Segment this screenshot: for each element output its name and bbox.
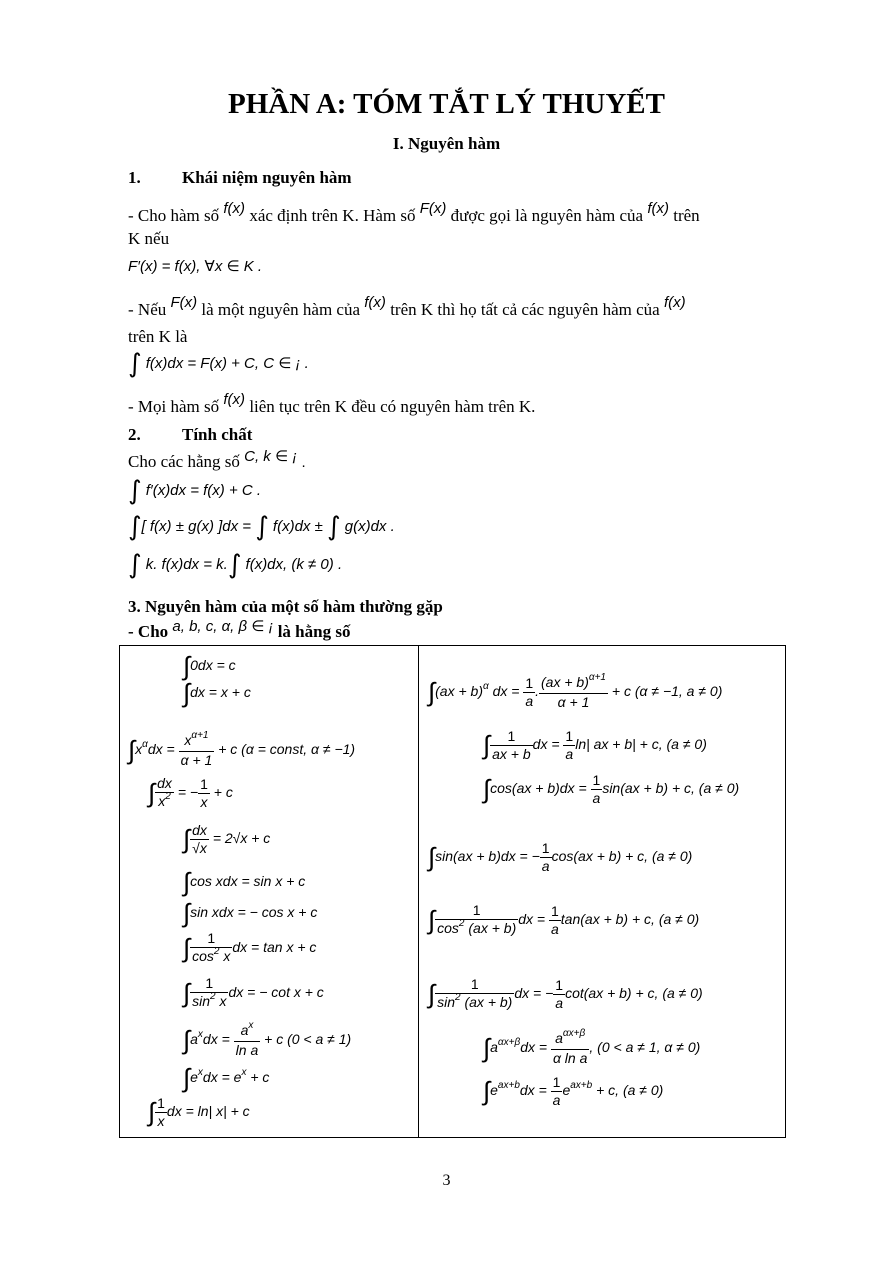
- s1-line2: K nếu: [128, 229, 170, 248]
- s3-line1: - Cho a, b, c, α, β ∈ ¡ là hằng số: [128, 618, 351, 641]
- s2-heading: Tính chất: [182, 425, 253, 444]
- formula-inv-x: ∫ $\frac{1}{x}$ dx = ln| x| + c: [148, 1095, 250, 1129]
- s3-l1b: là hằng số: [277, 622, 351, 641]
- s1-number: 1.: [128, 168, 141, 187]
- s1-l7a: - Mọi hàm số: [128, 397, 220, 416]
- s1-l1c: được gọi là nguyên hàm của: [450, 206, 644, 225]
- section-heading: I. Nguyên hàm: [392, 134, 501, 153]
- formula-exp-e: $\int e^xdx = e^x + c$: [183, 1064, 270, 1094]
- s1-line4: - Nếu F(x) là một nguyên hàm của f(x) trên K thì họ tất cả các nguyên hàm của f(x): [128, 294, 686, 319]
- formula-sec2: ∫ $\frac{1}{\cos^2 x}$ dx = tan x + c: [183, 930, 317, 964]
- formula-linear-cos: ∫cos(ax + b)dx = $\frac{1}{a}$ sin(ax + b) + c, (a ≠ 0): [483, 772, 740, 806]
- formula-linear-csc2: ∫ $\frac{1}{\sin^2 (ax + b)}$ dx = − $\frac{1}{a}$ cot(ax + b) + c, (a ≠ 0): [428, 976, 703, 1011]
- formula-linear-sec2: ∫ $\frac{1}{\cos^2 (ax + b)}$ dx = $\frac{1}{a}$ tan(ax + b) + c, (a ≠ 0): [428, 902, 700, 937]
- s2-l1: Cho các hằng số: [128, 452, 240, 471]
- formula-linear-exp-a: $\int a^{\alpha x+\beta}dx$ = $\frac{a^{\alpha x+\beta}}{\text{α ln a}}$ , (0 < a ≠ 1, α ≠ 0): [483, 1028, 701, 1066]
- page-number: 3: [442, 1172, 451, 1189]
- formula-linear-power: ∫(ax + b)$^\alpha$ dx = $\frac{1}{a}$ . $\frac{(ax + b)^{\alpha+1}}{\alpha + 1}$ + c (α ≠ −1, a ≠ 0): [428, 672, 723, 710]
- formula-sin: ∫sin xdx = − cos x + c: [183, 899, 318, 929]
- formula-linear-sin: ∫sin(ax + b)dx = − $\frac{1}{a}$ cos(ax + b) + c, (a ≠ 0): [428, 840, 693, 874]
- formula-inv-square: ∫ $\frac{dx}{x^2}$ = − $\frac{1}{x}$ + c: [148, 775, 233, 810]
- table-divider: [418, 645, 419, 1138]
- s1-l1d: trên: [673, 206, 700, 225]
- s2-formula-2: ∫[ f(x) ± g(x) ]dx = ∫ f(x)dx ± ∫ g(x)dx .: [128, 512, 395, 542]
- s2-number: 2.: [128, 425, 141, 444]
- formula-linear-inv: ∫ $\frac{1}{ax + b}$ dx = $\frac{1}{a}$ ln| ax + b| + c, (a ≠ 0): [483, 728, 707, 762]
- s1-l7b: liên tục trên K đều có nguyên hàm trên K.: [249, 397, 536, 416]
- formula-exp-a: $\int a^xdx$ = $\frac{a^x}{\text{ln a}}$ + c (0 < a ≠ 1): [183, 1020, 352, 1058]
- formula-inv-sqrt: ∫ $\frac{dx}{√x}$ = 2√x + c: [183, 822, 271, 856]
- formula-int-0: ∫0dx = c: [183, 652, 236, 682]
- s3-l1a: - Cho: [128, 622, 169, 641]
- s1-formula-family: ∫ f(x)dx = F(x) + C, C ∈ ¡ .: [128, 349, 309, 379]
- s2-formula-3: ∫ k. f(x)dx = k.∫ f(x)dx, (k ≠ 0) .: [128, 550, 343, 580]
- formula-linear-exp-e: $\int e^{ax+b}dx$ = $\frac{1}{a}$ $e^{ax+b} + c$, (a ≠ 0): [483, 1074, 664, 1108]
- s2-line1: Cho các hằng số C, k ∈ ¡ .: [128, 448, 306, 471]
- s1-l1b: xác định trên K. Hàm số: [249, 206, 416, 225]
- s1-line1: - Cho hàm số f(x) xác định trên K. Hàm số F(x) được gọi là nguyên hàm của f(x) trên: [128, 200, 700, 225]
- s1-l4a: - Nếu: [128, 300, 167, 319]
- formula-csc2: ∫ $\frac{1}{\sin^2 x}$ dx = − cot x + c: [183, 975, 324, 1009]
- s2-formula-1: ∫ f′(x)dx = f(x) + C .: [128, 476, 262, 506]
- s1-l4c: trên K thì họ tất cả các nguyên hàm của: [390, 300, 660, 319]
- s1-line5: trên K là: [128, 327, 188, 346]
- formula-cos: ∫cos xdx = sin x + c: [183, 868, 306, 898]
- s1-line7: - Mọi hàm số f(x) liên tục trên K đều có nguyên hàm trên K.: [128, 391, 536, 416]
- s1-heading: Khái niệm nguyên hàm: [182, 168, 352, 187]
- formula-power: $\int x^\alpha dx$ = $\frac{x^{\alpha+1}}{\alpha + 1}$ + c (α = const, α ≠ −1): [128, 730, 356, 768]
- page-title: PHẦN A: TÓM TẮT LÝ THUYẾT: [228, 88, 665, 120]
- s1-l4b: là một nguyên hàm của: [201, 300, 361, 319]
- s3-heading: 3. Nguyên hàm của một số hàm thường gặp: [128, 597, 443, 616]
- formula-int-dx: ∫dx = x + c: [183, 679, 251, 709]
- s1-formula-definition: F′(x) = f(x), ∀x ∈ K .: [128, 258, 263, 275]
- s1-l1a: - Cho hàm số: [128, 206, 220, 225]
